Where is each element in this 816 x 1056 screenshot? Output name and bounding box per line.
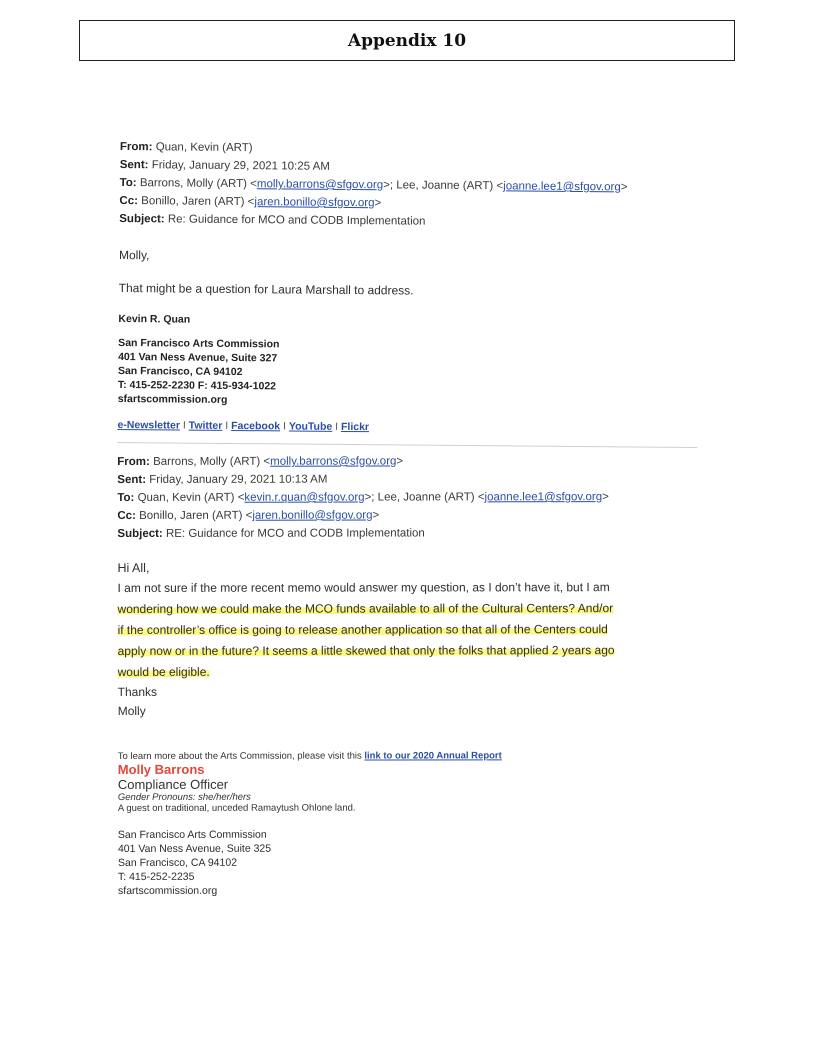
email-1-header <box>119 138 700 233</box>
email-link[interactable]: molly.barrons@sfgov.org <box>256 178 384 192</box>
cc-label: Cc: <box>117 509 136 522</box>
email-2-body <box>117 577 697 683</box>
email-1-cc-name: Bonillo, Jaren (ART) < <box>141 195 255 209</box>
sig-website: sfartscommission.org <box>118 884 218 897</box>
sig-phone: T: 415-252-2235 <box>117 870 195 883</box>
social-separator: I <box>182 419 186 432</box>
sig-address-1: 401 Van Ness Avenue, Suite 327 <box>118 350 278 365</box>
email-2-cc-end: > <box>372 509 380 522</box>
email-1-to-name-2: >; Lee, Joanne (ART) < <box>383 179 504 193</box>
highlighted-line: if the controller’s office is going to release another application so that all of the Centers could <box>117 622 608 637</box>
email-link[interactable]: molly.barrons@sfgov.org <box>270 455 397 468</box>
sig-pronouns: Gender Pronouns: she/her/hers <box>117 791 251 803</box>
email-2-from-name: Barrons, Molly (ART) < <box>153 455 271 468</box>
email-1-signature <box>117 312 698 437</box>
social-separator: I <box>225 419 229 432</box>
to-label: To: <box>117 491 135 504</box>
social-separator: I <box>282 420 287 433</box>
social-separator: I <box>335 420 339 433</box>
email-1-from: Quan, Kevin (ART) <box>155 141 253 155</box>
annual-report-link[interactable]: link to our 2020 Annual Report <box>364 750 502 762</box>
email-1-greeting: Molly, <box>118 247 150 263</box>
sig-address-1: 401 Van Ness Avenue, Suite 325 <box>117 842 272 855</box>
email-link[interactable]: joanne.lee1@sfgov.org <box>503 180 621 194</box>
to-label: To: <box>119 176 137 190</box>
email-2-signoff: Molly <box>117 703 146 718</box>
email-2-subject: RE: Guidance for MCO and CODB Implementation <box>165 527 425 540</box>
email-2-header <box>117 452 697 543</box>
email-2-sent: Friday, January 29, 2021 10:13 AM <box>149 473 328 486</box>
email-2-to-end: > <box>602 491 609 504</box>
email-1-body: That might be a question for Laura Marshall to address. <box>118 280 414 298</box>
from-label: From: <box>117 455 150 468</box>
learn-more-text: To learn more about the Arts Commission, please visit this <box>117 750 362 762</box>
email-2 <box>117 452 698 898</box>
sig-address-2: San Francisco, CA 94102 <box>117 364 243 379</box>
appendix-title-box <box>79 20 735 61</box>
sig-name: Kevin R. Quan <box>118 312 191 326</box>
email-link[interactable]: jaren.bonillo@sfgov.org <box>254 196 375 210</box>
sig-org: San Francisco Arts Commission <box>117 828 267 841</box>
email-2-cc-name: Bonillo, Jaren (ART) < <box>139 509 253 522</box>
email-1-cc-end: > <box>374 197 382 210</box>
sent-label: Sent: <box>117 473 147 486</box>
sig-website: sfartscommission.org <box>117 392 228 406</box>
email-1-subject: Re: Guidance for MCO and CODB Implementation <box>167 213 426 228</box>
social-link-youtube[interactable]: YouTube <box>288 420 333 433</box>
cc-label: Cc: <box>119 194 139 208</box>
scanned-email-thread <box>113 138 700 903</box>
sig-title: Compliance Officer <box>117 776 229 792</box>
sig-land-acknowledgement: A guest on traditional, unceded Ramaytush Ohlone land. <box>117 802 356 814</box>
from-label: From: <box>119 140 153 154</box>
email-2-from-end: > <box>396 455 404 468</box>
email-link[interactable]: joanne.lee1@sfgov.org <box>484 491 603 504</box>
email-link[interactable]: jaren.bonillo@sfgov.org <box>252 509 373 522</box>
appendix-title: Appendix 10 <box>347 30 467 51</box>
social-link-twitter[interactable]: Twitter <box>188 419 223 432</box>
social-link-newsletter[interactable]: e-Newsletter <box>117 418 180 432</box>
email-2-to-name-2: >; Lee, Joanne (ART) < <box>364 491 485 504</box>
body-line: I am not sure if the more recent memo would answer my question, as I don’t have it, but I am <box>117 580 610 595</box>
email-1-to-end: > <box>620 181 628 194</box>
sig-address-2: San Francisco, CA 94102 <box>117 856 238 869</box>
sent-label: Sent: <box>119 158 149 172</box>
subject-label: Subject: <box>117 527 163 540</box>
subject-label: Subject: <box>119 212 165 226</box>
email-2-greeting: Hi All, <box>117 560 150 575</box>
email-2-thanks: Thanks <box>117 684 158 699</box>
highlighted-line: would be eligible. <box>117 664 210 679</box>
sig-name: Molly Barrons <box>117 761 205 777</box>
email-1-sent: Friday, January 29, 2021 10:25 AM <box>151 159 330 173</box>
email-1-to-name-1: Barrons, Molly (ART) < <box>139 177 257 191</box>
email-2-to-name-1: Quan, Kevin (ART) < <box>137 491 245 504</box>
highlighted-line: apply now or in the future? It seems a little skewed that only the folks that applied 2 years ago <box>117 643 615 658</box>
email-2-signature <box>118 750 698 898</box>
social-link-facebook[interactable]: Facebook <box>231 419 281 433</box>
sig-org: San Francisco Arts Commission <box>118 336 280 351</box>
email-link[interactable]: kevin.r.quan@sfgov.org <box>244 491 365 504</box>
separator-line <box>117 442 697 448</box>
highlighted-line: wondering how we could make the MCO funds available to all of the Cultural Centers? And/or <box>117 601 614 616</box>
sig-phone: T: 415-252-2230 F: 415-934-1022 <box>117 378 277 393</box>
social-link-flickr[interactable]: Flickr <box>340 420 370 434</box>
